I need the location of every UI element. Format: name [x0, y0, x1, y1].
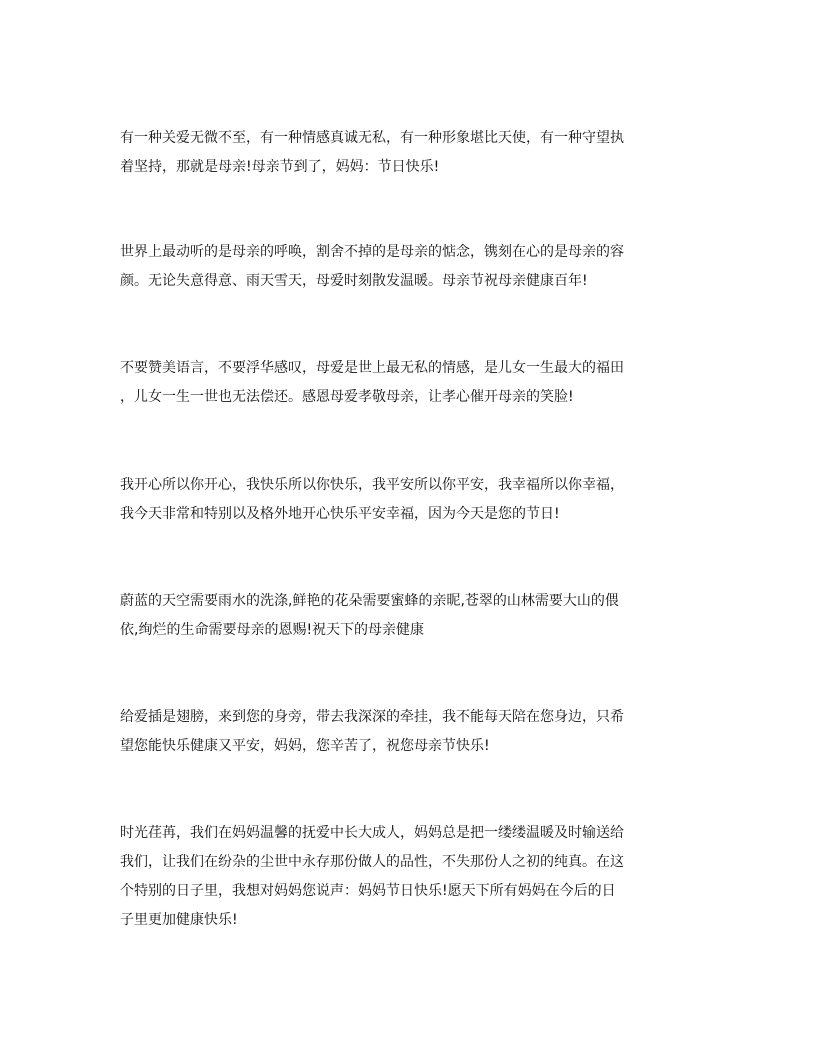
paragraph-7	[120, 819, 700, 935]
text-line: 世界上最动听的是母亲的呼唤，割舍不掉的是母亲的惦念，镌刻在心的是母亲的容	[120, 244, 624, 260]
text-line: 依,绚烂的生命需要母亲的恩赐!祝天下的母亲健康	[120, 622, 425, 638]
text-line: ，儿女一生一世也无法偿还。感恩母爱孝敬母亲，让孝心催开母亲的笑脸!	[120, 389, 574, 405]
text-line: 有一种关爱无微不至，有一种情感真诚无私，有一种形象堪比天使，有一种守望执	[120, 130, 624, 146]
text-line: 不要赞美语言，不要浮华感叹，母爱是世上最无私的情感，是儿女一生最大的福田	[120, 360, 624, 376]
text-line: 颜。无论失意得意、雨天雪天，母爱时刻散发温暖。母亲节祝母亲健康百年!	[120, 273, 588, 289]
text-line: 个特别的日子里，我想对妈妈您说声：妈妈节日快乐!愿天下所有妈妈在今后的日	[120, 883, 616, 899]
text-line: 着坚持，那就是母亲!母亲节到了，妈妈：节日快乐!	[120, 159, 440, 175]
paragraph-1	[120, 124, 700, 182]
text-line: 时光荏苒，我们在妈妈温馨的抚爱中长大成人，妈妈总是把一缕缕温暖及时输送给	[120, 825, 624, 841]
paragraph-5	[120, 587, 700, 645]
paragraph-4	[120, 471, 700, 529]
text-line: 给爱插是翅膀，来到您的身旁，带去我深深的牵挂，我不能每天陪在您身边，只希	[120, 709, 624, 725]
text-line: 我开心所以你开心，我快乐所以你快乐，我平安所以你平安，我幸福所以你幸福，	[120, 477, 624, 493]
paragraph-2	[120, 238, 700, 296]
text-line: 我们，让我们在纷杂的尘世中永存那份做人的品性，不失那份人之初的纯真。在这	[120, 854, 624, 870]
text-line: 望您能快乐健康又平安，妈妈，您辛苦了，祝您母亲节快乐!	[120, 738, 490, 754]
paragraph-3	[120, 354, 700, 412]
text-line: 蔚蓝的天空需要雨水的洗涤,鲜艳的花朵需要蜜蜂的亲昵,苍翠的山林需要大山的偎	[120, 593, 619, 609]
paragraph-6	[120, 703, 700, 761]
text-line: 子里更加健康快乐!	[120, 912, 238, 928]
text-line: 我今天非常和特别以及格外地开心快乐平安幸福，因为今天是您的节日!	[120, 506, 560, 522]
